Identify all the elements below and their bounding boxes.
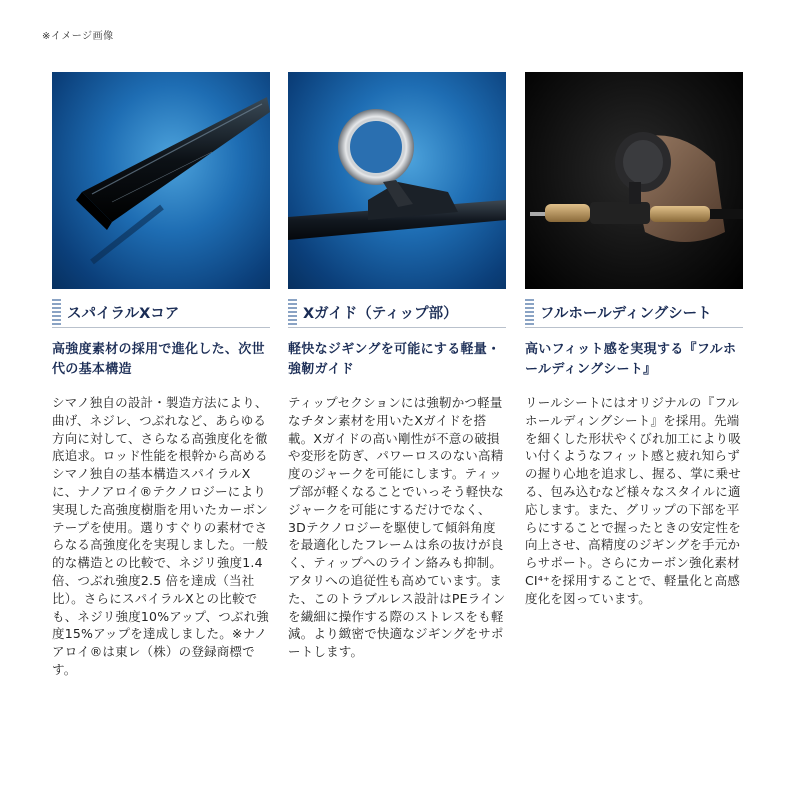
- feature-title-row: [52, 297, 270, 328]
- feature-title-row: [525, 297, 743, 328]
- feature-title-row: [288, 297, 506, 328]
- feature-lead: 高いフィット感を実現する『フルホールディングシート』: [525, 342, 737, 377]
- feature-column-x-guide: [288, 72, 506, 661]
- feature-title: Xガイド（ティップ部）: [303, 305, 458, 322]
- title-stripe-decoration: [52, 299, 61, 325]
- feature-title: フルホールディングシート: [540, 305, 712, 322]
- title-stripe-decoration: [288, 299, 297, 325]
- feature-column-spiral-x-core: [52, 72, 270, 679]
- rod-blank-photo: [52, 72, 270, 289]
- feature-lead: 高強度素材の採用で進化した、次世代の基本構造: [52, 342, 265, 377]
- feature-title: スパイラルXコア: [67, 305, 180, 322]
- guide-photo: [288, 72, 506, 289]
- feature-body: ティップセクションには強靭かつ軽量なチタン素材を用いたXガイドを搭載。Xガイドの高い剛性が不意の破損や変形を防ぎ、パワーロスのない高精度のジャークを可能にします。ティップ部が軽くなることでいっそう軽快なジャークを可能にするだけでなく、3Dテクノロジーを駆使して傾斜角度を最適化したフレームは糸の抜けが良く、ティップへのライン絡みも抑制。アタリへの追従性も高めています。また、このトラブルレス設計はPEラインを繊細に操作する際のストレスをも軽減。より緻密で快適なジギングをサポートします。: [288, 395, 506, 660]
- image-note: ※イメージ画像: [42, 31, 114, 42]
- feature-lead: 軽快なジギングを可能にする軽量・強靭ガイド: [288, 342, 501, 377]
- reel-seat-photo: [525, 72, 743, 289]
- feature-column-full-holding-seat: [525, 72, 743, 608]
- feature-body: リールシートにはオリジナルの『フルホールディングシート』を採用。先端を細くした形状やくびれ加工により吸い付くようなフィット感と疲れ知らずの握り心地を追求し、握る、掌に乗せる、包み込むなど様々なスタイルに適応します。また、グリップの下部を平らにすることで握ったときの安定性を向上させ、高精度のジギングを手元からサポート。さらにカーボン強化素材CI⁴⁺を採用することで、軽量化と高感度化を図っています。: [525, 395, 741, 606]
- title-stripe-decoration: [525, 299, 534, 325]
- feature-body: シマノ独自の設計・製造方法により、曲げ、ネジレ、つぶれなど、あらゆる方向に対して、さらなる高強度化を徹底追求。ロッド性能を根幹から高めるシマノ独自の基本構造スパイラルXに、ナノアロイ®テクノロジーにより実現した高強度樹脂を用いたカーボンテープを使用。選りすぐりの素材でさらなる高強度化を実現しました。一般的な構造との比較で、ネジリ強度1.4倍、つぶれ強度2.5 倍を達成（当社比）。さらにスパイラルXとの比較でも、ネジリ強度10%アップ、つぶれ強度15%アップを達成しました。※ナノアロイ®は東レ（株）の登録商標です。: [52, 395, 270, 677]
